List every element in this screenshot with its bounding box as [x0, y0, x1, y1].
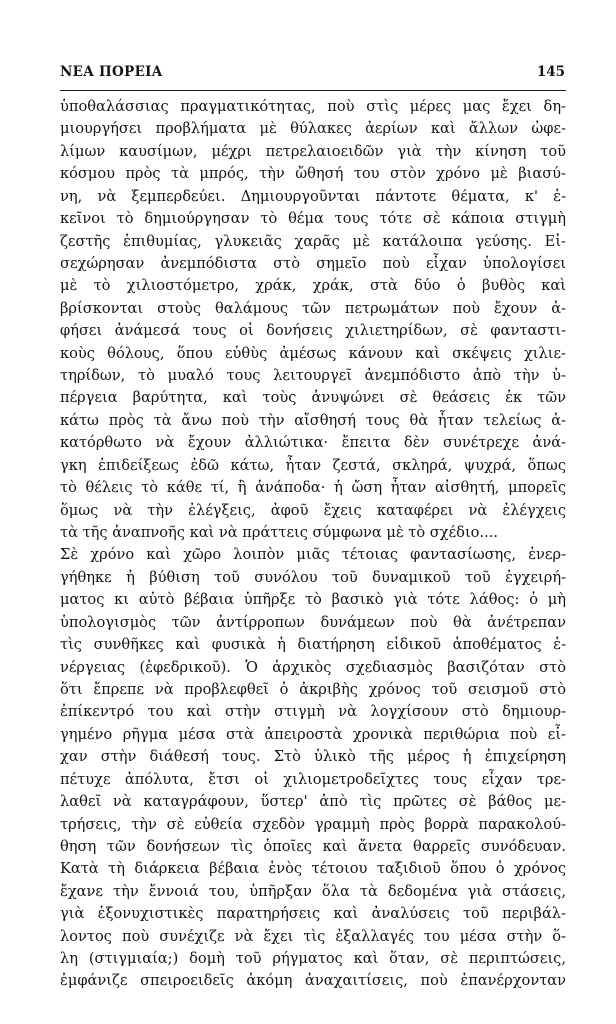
text-line: λοντος ποὺ συνέχιζε νὰ ἔχει τὶς ἐξαλλαγές του μέσα στὴν ὅ- [60, 927, 566, 945]
text-line: τηρίδων, τὸ μυαλό τους λειτουργεῖ ἀνεμπόδιστο ἀπὸ τὴν ὑ- [60, 367, 566, 385]
text-line: τὶς συνθῆκες καὶ φυσικὰ ἡ διατήρηση εἰδικοῦ ἀποθέματος ἐ- [60, 636, 566, 654]
text-line: φήσει ἀνάμεσά τους οἱ δονήσεις χιλιετηρίδων, σὲ φανταστι- [60, 322, 566, 340]
text-line: τὰ τῆς ἀναπνοῆς καὶ νὰ πράττεις σύμφωνα μὲ τὸ σχέδιο.... [60, 524, 499, 542]
running-head [60, 60, 566, 91]
text-line: Κατὰ τὴ διάρκεια βέβαια ἑνὸς τέτοιου ταξιδιοῦ ὅπου ὁ χρόνος [60, 860, 566, 878]
text-line: γκη ἐπιδείξεως ἐδῶ κάτω, ἦταν ζεστά, σκληρά, ψυχρά, ὅπως [60, 456, 566, 474]
text-line: ματος κι αὐτὸ βέβαια ὑπῆρξε τὸ βασικὸ γιὰ τότε λάθος: ὁ μὴ [60, 591, 566, 609]
text-line: λη (στιγμιαία;) δομὴ τοῦ ρήγματος καὶ ὅταν, σὲ περιπτώσεις, [60, 950, 566, 968]
text-line: ὑπολογισμὸς τῶν ἀντίρροπων δυνάμεων ποὺ θὰ ἀνέτρεπαν [60, 613, 566, 631]
text-line: τρήσεις, τὴν σὲ εὐθεία σχεδὸν γραμμὴ πρὸς βορρὰ παρακολού- [60, 815, 566, 833]
text-line: ὅτι ἔπρεπε νὰ προβλεφθεῖ ὁ ἀκριβὴς χρόνος τοῦ σεισμοῦ στὸ [60, 680, 566, 698]
text-line: σεχώρησαν ἀνεμπόδιστα στὸ σημεῖο ποὺ εἶχαν ὑπολογίσει [60, 254, 566, 272]
text-line: ὅμως νὰ τὴν ἐλέγξεις, ἀφοῦ ἔχεις καταφέρει νὰ ἐλέγχεις [60, 501, 566, 519]
text-line: μὲ τὸ χιλιοστόμετρο, χράκ, χράκ, στὰ δύο ὁ βυθὸς καὶ [60, 277, 566, 295]
text-line: τὸ θέλεις τὸ κάθε τί, ἢ ἀνάποδα· ἡ ὤση ἦταν αἰσθητή, μπορεῖς [60, 479, 566, 497]
text-line: Σὲ χρόνο καὶ χῶρο λοιπὸν μιᾶς τέτοιας φαντασίωσης, ἐνερ- [60, 546, 566, 564]
text-line: πέτυχε ἀπόλυτα, ἔτσι οἱ χιλιομετροδεῖχτες τους εἶχαν τρε- [60, 770, 566, 788]
text-line: ὑποθαλάσσιας πραγματικότητας, ποὺ στὶς μέρες μας ἔχει δη- [60, 98, 566, 115]
text-line: γημένο ρῆγμα μέσα στὰ ἀπειροστὰ χρονικὰ περιθώρια ποὺ εἶ- [60, 725, 566, 743]
text-line: κόσμου πρὸς τὰ μπρός, τὴν ὤθησή του στὸν χρόνο μὲ βιασύ- [60, 165, 566, 183]
text-line: λίμων καυσίμων, μέχρι πετρελαιοειδῶν γιὰ τὴν κίνηση τοῦ [60, 142, 566, 160]
text-line: χαν στὴν διάθεσή τους. Στὸ ὑλικὸ τῆς μέρος ἡ ἐπιχείρηση [60, 748, 566, 766]
text-line: γήθηκε ἡ βύθιση τοῦ συνόλου τοῦ δυναμικοῦ τοῦ ἐγχειρή- [60, 568, 566, 586]
text-line: θηση τῶν δονήσεων τὶς ὁποῖες καὶ ἄνετα θαρρεῖς συνόδευαν. [60, 837, 566, 855]
text-line: πέργεια βαρύτητα, καὶ τοὺς ἀνυψώνει σὲ θεάσεις ἐκ τῶν [60, 389, 566, 407]
text-line: νη, νὰ ξεμπερδεύει. Δημιουργοῦνται πάντοτε θέματα, κ' ἐ- [60, 187, 566, 205]
text-line: γιὰ ἐξονυχιστικὲς παρατηρήσεις καὶ ἀναλύσεις τοῦ περιβάλ- [60, 905, 566, 923]
text-line: νέργειας (ἐφεδρικοῦ). Ὁ ἀρχικὸς σχεδιασμὸς βασιζόταν στὸ [60, 658, 566, 676]
text-line: ἐμφάνιζε σπειροειδεῖς ἀκόμη ἀναχαιτίσεις, ποὺ ἐπανέρχονταν [60, 972, 566, 990]
body-text [60, 96, 566, 993]
text-line: μιουργήσει προβλήματα μὲ θύλακες ἀερίων καὶ ἄλλων ὠφε- [60, 120, 566, 138]
text-line: κατόρθωτο νὰ ἔχουν ἀλλιώτικα· ἔπειτα δὲν συνέτρεχε ἀνά- [60, 434, 566, 452]
running-title: ΝΕΑ ΠΟΡΕΙΑ [60, 64, 163, 80]
text-line: λαθεῖ νὰ καταγράφουν, ὕστερ' ἀπὸ τὶς πρῶτες σὲ βάθος με- [60, 793, 566, 811]
text-line: ζεστῆς ἐπιθυμίας, γλυκειᾶς χαρᾶς μὲ κατάλοιπα γεύσης. Εἰ- [60, 232, 566, 250]
text-line: ἔχανε τὴν ἔννοιά του, ὑπῆρξαν ὅλα τὰ δεδομένα γιὰ στάσεις, [60, 882, 566, 900]
text-line: ἐπίκεντρό του καὶ στὴν στιγμὴ νὰ λογχίσουν στὸ δημιουρ- [60, 703, 566, 721]
text-line: κάτω πρὸς τὰ ἄνω ποὺ τὴν αἴσθησή τους θὰ ἦταν τελείως ἀ- [60, 411, 566, 429]
text-line: βρίσκονται στοὺς θαλάμους τῶν πετρωμάτων ποὺ ἔχουν ἀ- [60, 299, 566, 317]
page-number: 145 [536, 64, 565, 80]
text-line: κεῖνοι τὸ δημιούργησαν τὸ θέμα τους τότε σὲ κάποια στιγμὴ [60, 210, 566, 228]
text-line: κοὺς θόλους, ὅπου εὐθὺς ἀμέσως κάνουν καὶ σκέψεις χιλιε- [60, 344, 566, 362]
